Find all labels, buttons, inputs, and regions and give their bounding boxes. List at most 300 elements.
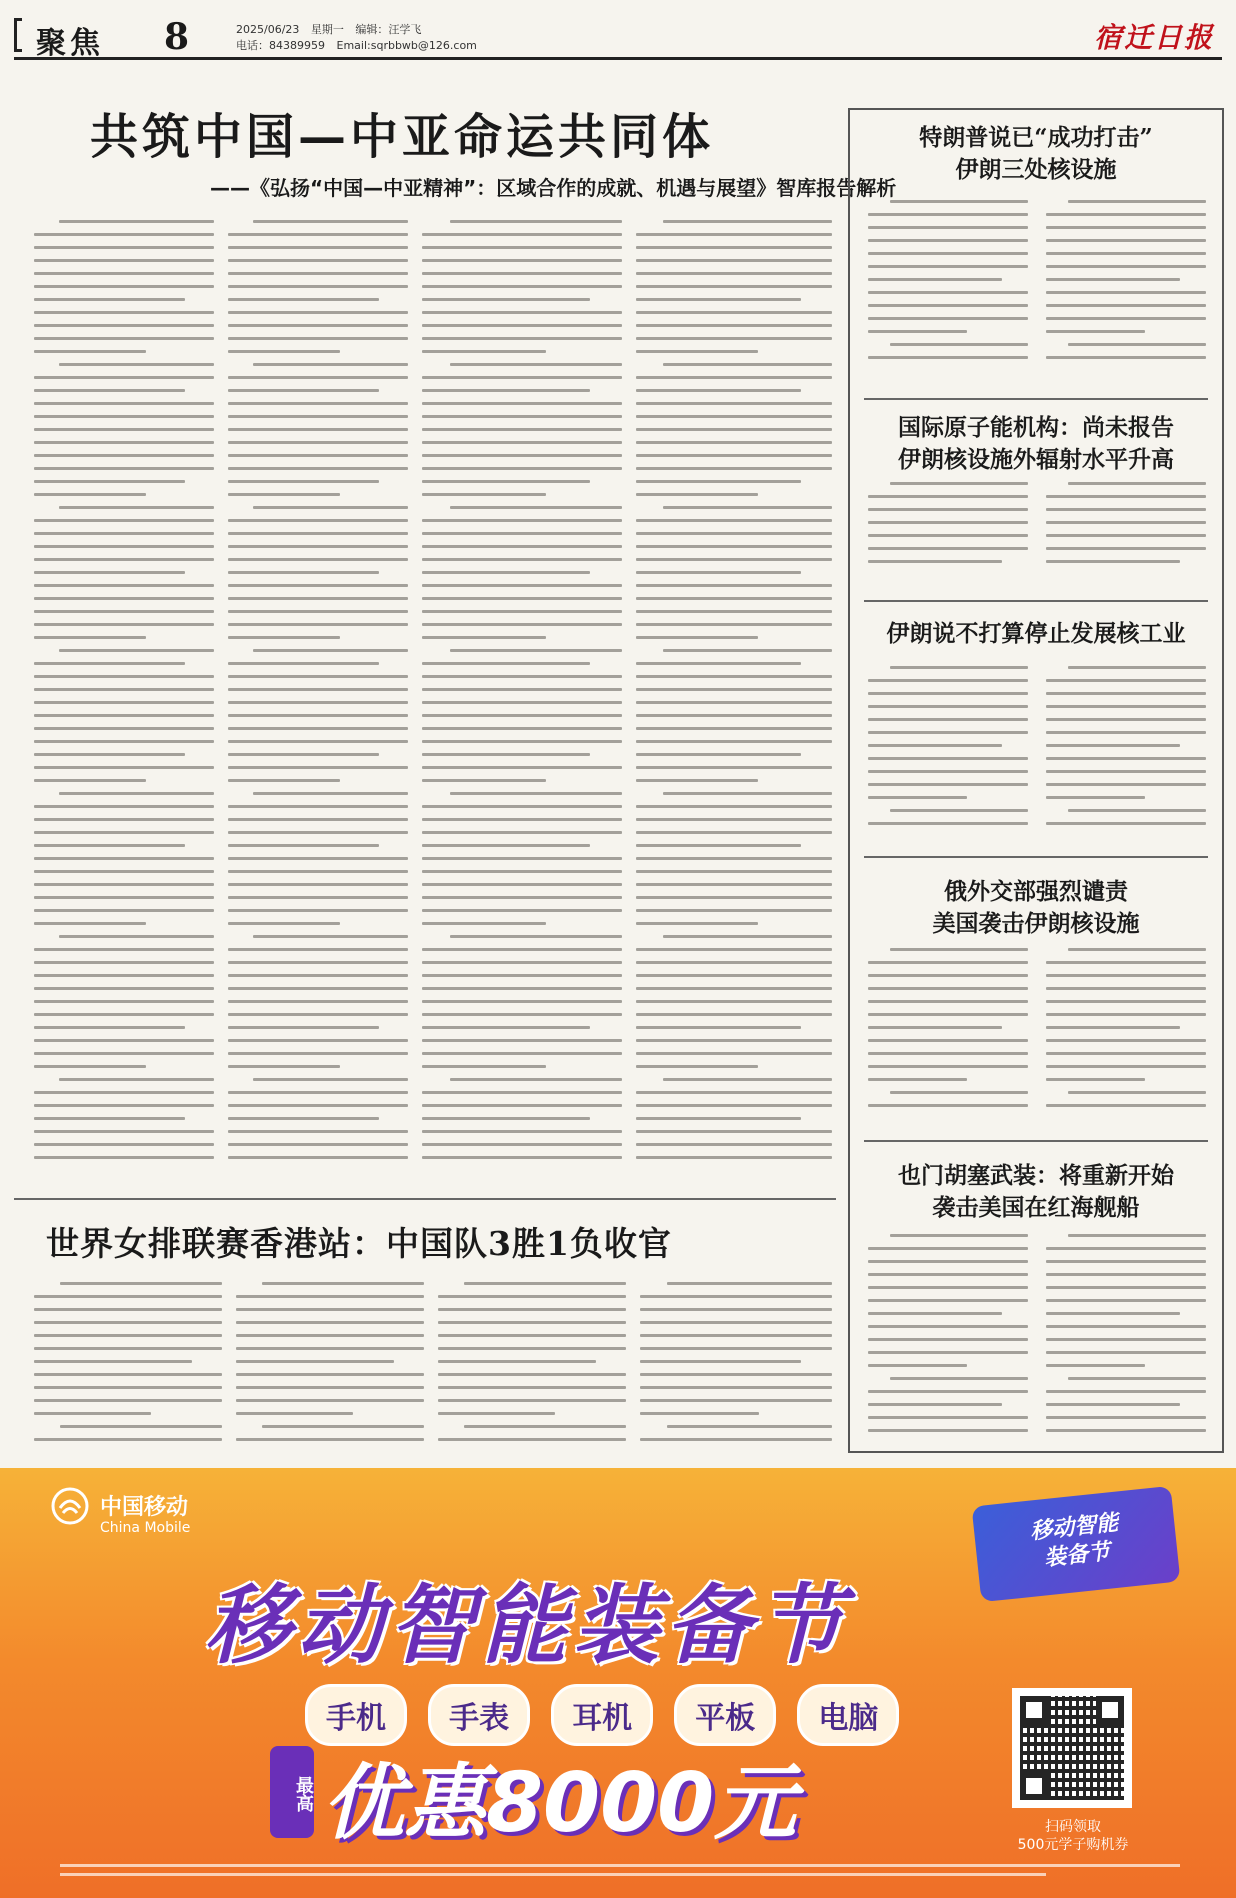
text-line bbox=[34, 584, 214, 587]
text-line bbox=[228, 480, 379, 483]
news-body-trump-right bbox=[1046, 200, 1206, 380]
text-line bbox=[422, 831, 622, 834]
text-line bbox=[34, 493, 146, 496]
text-line bbox=[228, 766, 408, 769]
news-body-iaea-left bbox=[868, 482, 1028, 582]
text-line bbox=[34, 974, 214, 977]
news-body-houthi-right bbox=[1046, 1234, 1206, 1444]
text-line bbox=[438, 1321, 626, 1324]
text-line bbox=[438, 1360, 596, 1363]
text-line bbox=[228, 259, 408, 262]
text-line bbox=[34, 1360, 192, 1363]
text-line bbox=[422, 532, 622, 535]
text-line bbox=[422, 740, 622, 743]
text-line bbox=[34, 519, 214, 522]
text-line bbox=[253, 220, 408, 223]
text-line bbox=[667, 1425, 832, 1428]
text-line bbox=[34, 454, 214, 457]
text-line bbox=[228, 597, 408, 600]
text-line bbox=[34, 532, 214, 535]
text-line bbox=[228, 311, 408, 314]
text-line bbox=[636, 493, 758, 496]
text-line bbox=[1046, 330, 1145, 333]
text-line bbox=[1046, 1286, 1206, 1289]
text-line bbox=[636, 337, 832, 340]
issue-date: 2025/06/23 bbox=[236, 23, 300, 36]
text-line bbox=[636, 987, 832, 990]
text-line bbox=[1046, 1273, 1206, 1276]
text-line bbox=[1046, 1065, 1206, 1068]
text-line bbox=[636, 740, 832, 743]
sports-column-2 bbox=[236, 1282, 424, 1452]
text-line bbox=[464, 1282, 626, 1285]
text-line bbox=[422, 259, 622, 262]
text-line bbox=[636, 896, 832, 899]
text-line bbox=[636, 272, 832, 275]
text-line bbox=[663, 935, 832, 938]
china-mobile-ad[interactable] bbox=[0, 1468, 1236, 1898]
text-line bbox=[422, 1143, 622, 1146]
text-line bbox=[34, 623, 214, 626]
text-line bbox=[34, 740, 214, 743]
text-line bbox=[34, 1052, 214, 1055]
text-line bbox=[422, 285, 622, 288]
text-line bbox=[640, 1412, 759, 1415]
text-line bbox=[236, 1321, 424, 1324]
text-line bbox=[59, 935, 214, 938]
text-line bbox=[228, 818, 408, 821]
divider bbox=[864, 1140, 1208, 1142]
text-line bbox=[438, 1308, 626, 1311]
main-article-column-2 bbox=[228, 220, 408, 1180]
text-line bbox=[1046, 1104, 1206, 1107]
text-line bbox=[1068, 948, 1206, 951]
text-line bbox=[228, 948, 408, 951]
text-line bbox=[228, 779, 340, 782]
text-line bbox=[868, 1351, 1028, 1354]
text-line bbox=[228, 402, 408, 405]
text-line bbox=[890, 343, 1028, 346]
masthead-meta bbox=[236, 22, 485, 54]
text-line bbox=[1068, 343, 1206, 346]
text-line bbox=[636, 350, 758, 353]
text-line bbox=[228, 909, 408, 912]
text-line bbox=[1046, 718, 1206, 721]
news-body-russia-right bbox=[1046, 948, 1206, 1128]
text-line bbox=[422, 1091, 622, 1094]
text-line bbox=[640, 1308, 832, 1311]
text-line bbox=[60, 1425, 222, 1428]
text-line bbox=[636, 415, 832, 418]
product-computer: 电脑 bbox=[797, 1684, 899, 1746]
text-line bbox=[34, 1347, 222, 1350]
text-line bbox=[1046, 757, 1206, 760]
text-line bbox=[422, 467, 622, 470]
sports-column-4 bbox=[640, 1282, 832, 1452]
text-line bbox=[464, 1425, 626, 1428]
text-line bbox=[636, 870, 832, 873]
text-line bbox=[636, 714, 832, 717]
text-line bbox=[636, 1104, 832, 1107]
text-line bbox=[422, 909, 622, 912]
text-line bbox=[868, 770, 1028, 773]
text-line bbox=[34, 727, 214, 730]
text-line bbox=[1046, 508, 1206, 511]
text-line bbox=[868, 718, 1028, 721]
text-line bbox=[868, 1013, 1028, 1016]
text-line bbox=[228, 1117, 379, 1120]
text-line bbox=[422, 623, 622, 626]
text-line bbox=[636, 701, 832, 704]
text-line bbox=[34, 1091, 214, 1094]
text-line bbox=[228, 558, 408, 561]
text-line bbox=[636, 376, 832, 379]
text-line bbox=[228, 753, 379, 756]
text-line bbox=[636, 1000, 832, 1003]
text-line bbox=[422, 246, 622, 249]
text-line bbox=[422, 662, 590, 665]
text-line bbox=[228, 337, 408, 340]
text-line bbox=[868, 547, 1028, 550]
text-line bbox=[636, 766, 832, 769]
text-line bbox=[59, 649, 214, 652]
text-line bbox=[1046, 1390, 1206, 1393]
text-line bbox=[640, 1347, 832, 1350]
text-line bbox=[34, 766, 214, 769]
text-line bbox=[868, 1065, 1028, 1068]
text-line bbox=[636, 857, 832, 860]
text-line bbox=[1046, 770, 1206, 773]
text-line bbox=[228, 246, 408, 249]
text-line bbox=[636, 259, 832, 262]
text-line bbox=[422, 324, 622, 327]
text-line bbox=[228, 532, 408, 535]
text-line bbox=[636, 753, 801, 756]
text-line bbox=[228, 584, 408, 587]
divider bbox=[864, 398, 1208, 400]
text-line bbox=[228, 1104, 408, 1107]
text-line bbox=[228, 233, 408, 236]
text-line bbox=[1046, 1416, 1206, 1419]
text-line bbox=[253, 649, 408, 652]
text-line bbox=[667, 1282, 832, 1285]
text-line bbox=[636, 1143, 832, 1146]
product-phone: 手机 bbox=[305, 1684, 407, 1746]
text-line bbox=[868, 1390, 1028, 1393]
text-line bbox=[438, 1347, 626, 1350]
text-line bbox=[34, 233, 214, 236]
text-line bbox=[868, 974, 1028, 977]
text-line bbox=[422, 896, 622, 899]
text-line bbox=[450, 220, 622, 223]
text-line bbox=[34, 441, 214, 444]
text-line bbox=[422, 1000, 622, 1003]
text-line bbox=[868, 1338, 1028, 1341]
text-line bbox=[228, 922, 340, 925]
news-headline-iran-nuclear: 伊朗说不打算停止发展核工业 bbox=[886, 620, 1186, 647]
text-line bbox=[422, 948, 622, 951]
text-line bbox=[59, 220, 214, 223]
text-line bbox=[636, 662, 801, 665]
news-body-trump-left bbox=[868, 200, 1028, 380]
text-line bbox=[868, 1416, 1028, 1419]
text-line bbox=[868, 291, 1028, 294]
text-line bbox=[438, 1399, 626, 1402]
text-line bbox=[450, 935, 622, 938]
divider bbox=[14, 1198, 836, 1200]
text-line bbox=[59, 792, 214, 795]
text-line bbox=[422, 636, 546, 639]
text-line bbox=[1046, 356, 1206, 359]
news-headline-houthi: 也门胡塞武装：将重新开始 袭击美国在红海舰船 bbox=[898, 1162, 1174, 1221]
text-line bbox=[438, 1373, 626, 1376]
text-line bbox=[34, 402, 214, 405]
text-line bbox=[34, 376, 214, 379]
text-line bbox=[1046, 705, 1206, 708]
text-line bbox=[34, 987, 214, 990]
text-line bbox=[1068, 1377, 1206, 1380]
text-line bbox=[868, 987, 1028, 990]
text-line bbox=[228, 1143, 408, 1146]
text-line bbox=[636, 441, 832, 444]
text-line bbox=[34, 896, 214, 899]
max-tag: 最高 bbox=[270, 1746, 314, 1838]
text-line bbox=[1046, 1325, 1206, 1328]
text-line bbox=[422, 545, 622, 548]
text-line bbox=[640, 1334, 832, 1337]
text-line bbox=[34, 467, 214, 470]
text-line bbox=[1046, 1026, 1180, 1029]
text-line bbox=[422, 233, 622, 236]
text-line bbox=[1046, 1078, 1145, 1081]
text-line bbox=[868, 796, 967, 799]
news-body-iran-left bbox=[868, 666, 1028, 836]
text-line bbox=[422, 376, 622, 379]
text-line bbox=[636, 233, 832, 236]
text-line bbox=[640, 1321, 832, 1324]
text-line bbox=[34, 662, 185, 665]
text-line bbox=[1068, 482, 1206, 485]
text-line bbox=[450, 363, 622, 366]
text-line bbox=[34, 610, 214, 613]
text-line bbox=[228, 376, 408, 379]
main-article-subtitle: ——《弘扬“中国—中亚精神”：区域合作的成就、机遇与展望》智库报告解析 bbox=[210, 176, 897, 200]
text-line bbox=[422, 753, 590, 756]
text-line bbox=[253, 935, 408, 938]
text-line bbox=[1046, 1260, 1206, 1263]
text-line bbox=[228, 519, 408, 522]
text-line bbox=[422, 857, 622, 860]
text-line bbox=[450, 1078, 622, 1081]
text-line bbox=[1046, 1013, 1206, 1016]
text-line bbox=[34, 909, 214, 912]
text-line bbox=[262, 1282, 424, 1285]
text-line bbox=[422, 1117, 590, 1120]
text-line bbox=[1046, 692, 1206, 695]
text-line bbox=[868, 1026, 1002, 1029]
text-line bbox=[1046, 534, 1206, 537]
text-line bbox=[1046, 560, 1180, 563]
product-list bbox=[305, 1684, 915, 1746]
text-line bbox=[422, 779, 546, 782]
text-line bbox=[228, 701, 408, 704]
editor-credit: 编辑：汪学飞 bbox=[355, 23, 422, 36]
text-line bbox=[253, 1078, 408, 1081]
festival-badge: 移动智能 装备节 bbox=[972, 1486, 1181, 1602]
text-line bbox=[34, 1412, 151, 1415]
text-line bbox=[640, 1295, 832, 1298]
issue-weekday: 星期一 bbox=[310, 23, 344, 36]
text-line bbox=[1068, 1234, 1206, 1237]
text-line bbox=[228, 740, 408, 743]
text-line bbox=[636, 948, 832, 951]
text-line bbox=[236, 1347, 424, 1350]
text-line bbox=[636, 597, 832, 600]
sports-column-1 bbox=[34, 1282, 222, 1452]
text-line bbox=[422, 883, 622, 886]
text-line bbox=[1046, 1000, 1206, 1003]
text-line bbox=[450, 792, 622, 795]
text-line bbox=[422, 272, 622, 275]
text-line bbox=[636, 961, 832, 964]
text-line bbox=[34, 818, 214, 821]
text-line bbox=[1046, 226, 1206, 229]
product-watch: 手表 bbox=[428, 1684, 530, 1746]
text-line bbox=[636, 545, 832, 548]
text-line bbox=[636, 727, 832, 730]
text-line bbox=[228, 870, 408, 873]
text-line bbox=[636, 636, 758, 639]
text-line bbox=[868, 1273, 1028, 1276]
section-name: 聚焦 bbox=[36, 26, 104, 61]
text-line bbox=[34, 272, 214, 275]
text-line bbox=[636, 974, 832, 977]
text-line bbox=[422, 337, 622, 340]
text-line bbox=[636, 584, 832, 587]
news-body-iaea-right bbox=[1046, 482, 1206, 582]
text-line bbox=[34, 246, 214, 249]
text-line bbox=[1046, 961, 1206, 964]
text-line bbox=[34, 558, 214, 561]
qr-code[interactable] bbox=[1012, 1688, 1132, 1808]
text-line bbox=[34, 1000, 214, 1003]
text-line bbox=[890, 948, 1028, 951]
text-line bbox=[59, 506, 214, 509]
text-line bbox=[228, 454, 408, 457]
text-line bbox=[236, 1386, 424, 1389]
text-line bbox=[636, 389, 801, 392]
text-line bbox=[228, 610, 408, 613]
text-line bbox=[636, 285, 832, 288]
text-line bbox=[438, 1386, 626, 1389]
text-line bbox=[34, 337, 214, 340]
text-line bbox=[34, 480, 185, 483]
news-body-houthi-left bbox=[868, 1234, 1028, 1444]
text-line bbox=[228, 1026, 379, 1029]
text-line bbox=[422, 1065, 546, 1068]
text-line bbox=[868, 304, 1028, 307]
text-line bbox=[422, 818, 622, 821]
text-line bbox=[228, 1065, 340, 1068]
text-line bbox=[636, 1013, 832, 1016]
text-line bbox=[663, 363, 832, 366]
text-line bbox=[868, 534, 1028, 537]
text-line bbox=[438, 1295, 626, 1298]
text-line bbox=[34, 1321, 222, 1324]
text-line bbox=[34, 1117, 185, 1120]
text-line bbox=[422, 415, 622, 418]
text-line bbox=[228, 961, 408, 964]
text-line bbox=[228, 285, 408, 288]
text-line bbox=[438, 1438, 626, 1441]
text-line bbox=[868, 239, 1028, 242]
text-line bbox=[34, 1399, 222, 1402]
text-line bbox=[422, 1156, 622, 1159]
newspaper-logo: 宿迁日报 bbox=[1093, 21, 1214, 54]
text-line bbox=[868, 1429, 1028, 1432]
text-line bbox=[228, 1091, 408, 1094]
text-line bbox=[34, 285, 214, 288]
text-line bbox=[228, 441, 408, 444]
text-line bbox=[636, 831, 832, 834]
text-line bbox=[663, 792, 832, 795]
world-news-box bbox=[848, 108, 1224, 1453]
text-line bbox=[868, 757, 1028, 760]
text-line bbox=[59, 363, 214, 366]
text-line bbox=[34, 415, 214, 418]
text-line bbox=[868, 1325, 1028, 1328]
text-line bbox=[636, 467, 832, 470]
text-line bbox=[1046, 1338, 1206, 1341]
text-line bbox=[640, 1360, 801, 1363]
text-line bbox=[228, 883, 408, 886]
text-line bbox=[228, 623, 408, 626]
text-line bbox=[34, 1130, 214, 1133]
text-line bbox=[34, 675, 214, 678]
text-line bbox=[34, 688, 214, 691]
text-line bbox=[868, 705, 1028, 708]
text-line bbox=[1046, 278, 1180, 281]
text-line bbox=[1068, 1091, 1206, 1094]
text-line bbox=[422, 571, 590, 574]
text-line bbox=[663, 1078, 832, 1081]
text-line bbox=[422, 870, 622, 873]
text-line bbox=[1046, 291, 1206, 294]
text-line bbox=[636, 428, 832, 431]
text-line bbox=[228, 987, 408, 990]
news-body-iran-right bbox=[1046, 666, 1206, 836]
ad-headline: 移动智能装备节 bbox=[205, 1576, 849, 1676]
text-line bbox=[1046, 1403, 1180, 1406]
news-headline-iaea: 国际原子能机构：尚未报告 伊朗核设施外辐射水平升高 bbox=[898, 414, 1174, 473]
text-line bbox=[1046, 1351, 1206, 1354]
text-line bbox=[636, 571, 801, 574]
text-line bbox=[640, 1438, 832, 1441]
text-line bbox=[34, 636, 146, 639]
text-line bbox=[1046, 974, 1206, 977]
text-line bbox=[422, 402, 622, 405]
text-line bbox=[34, 298, 185, 301]
text-line bbox=[636, 298, 801, 301]
text-line bbox=[34, 948, 214, 951]
ad-fine-print bbox=[60, 1864, 1180, 1882]
masthead bbox=[14, 12, 1222, 60]
text-line bbox=[422, 480, 590, 483]
text-line bbox=[868, 1403, 1002, 1406]
text-line bbox=[228, 1130, 408, 1133]
product-earphones: 耳机 bbox=[551, 1684, 653, 1746]
text-line bbox=[422, 727, 622, 730]
